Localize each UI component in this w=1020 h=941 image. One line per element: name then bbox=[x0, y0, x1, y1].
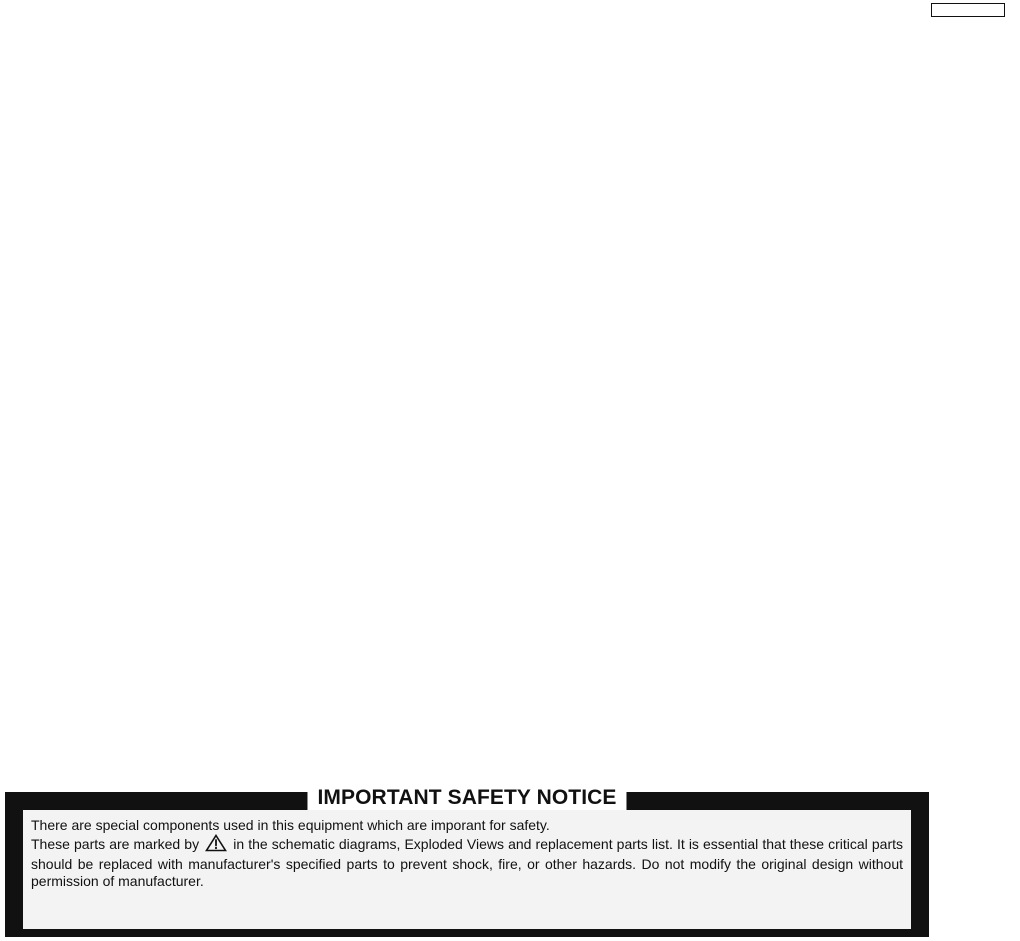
page-number-box bbox=[931, 3, 1005, 17]
notice-body bbox=[23, 810, 911, 929]
notice-text-before-symbol: These parts are marked by bbox=[31, 836, 200, 852]
important-safety-notice bbox=[5, 786, 929, 937]
notice-line-1: There are special components used in this equipment which are imporant for safety. bbox=[31, 817, 550, 833]
notice-title: IMPORTANT SAFETY NOTICE bbox=[307, 786, 626, 810]
warning-triangle-icon bbox=[205, 834, 227, 856]
notice-line-2 bbox=[31, 834, 903, 890]
notice-text-after-symbol: in the schematic diagrams, Exploded Views and replacement parts list. It is essential that these critical parts should be replaced with manufacturer's specified parts to prevent shock, fire, or other hazards. Do not modify the original design without permission of manufacturer. bbox=[31, 836, 904, 889]
